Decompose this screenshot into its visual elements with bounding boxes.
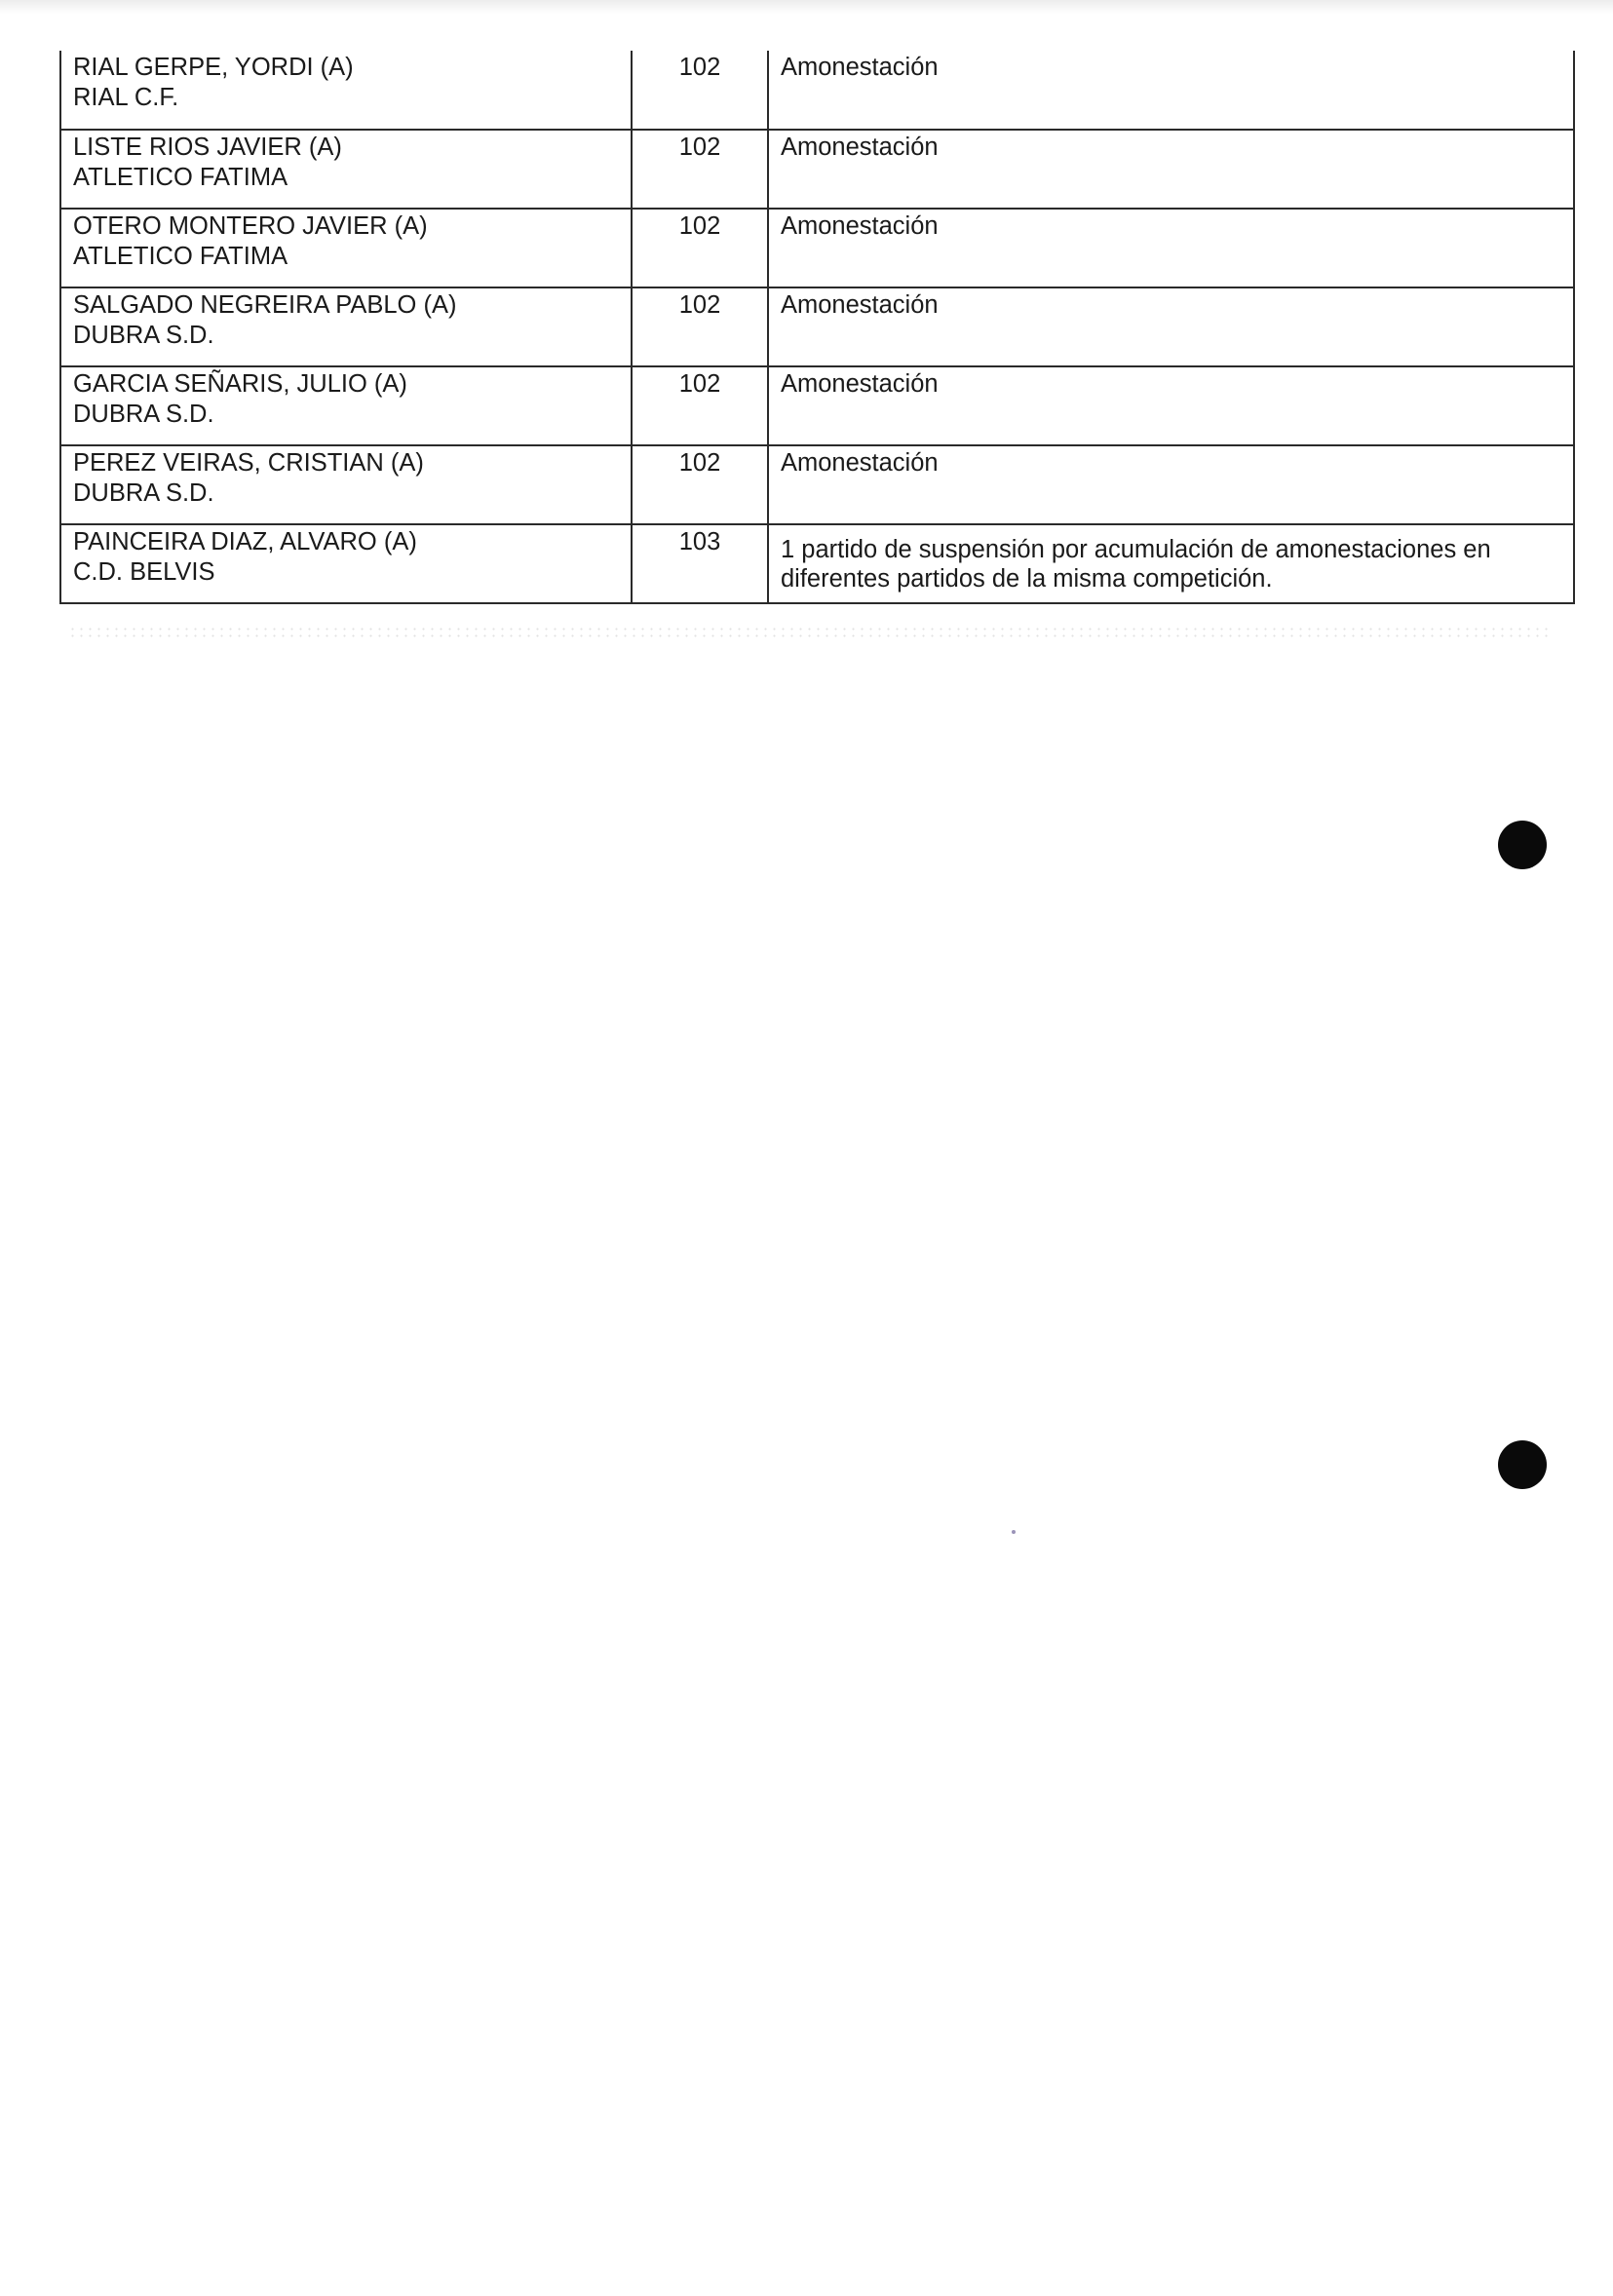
player-name: SALGADO NEGREIRA PABLO (A) bbox=[73, 291, 457, 319]
club-name: DUBRA S.D. bbox=[73, 322, 214, 349]
player-name: RIAL GERPE, YORDI (A) bbox=[73, 54, 354, 81]
scan-speckle bbox=[68, 626, 1550, 641]
article-cell: 102 bbox=[632, 287, 768, 366]
sanctions-table bbox=[59, 51, 1575, 604]
player-cell bbox=[60, 209, 632, 287]
club-name: DUBRA S.D. bbox=[73, 401, 214, 428]
punch-hole-lower bbox=[1498, 1440, 1547, 1489]
article-cell: 102 bbox=[632, 51, 768, 130]
sanction-cell: Amonestación bbox=[768, 51, 1574, 130]
sanction-cell: Amonestación bbox=[768, 366, 1574, 445]
article-cell: 102 bbox=[632, 366, 768, 445]
player-name: LISTE RIOS JAVIER (A) bbox=[73, 134, 342, 161]
table-row bbox=[60, 366, 1574, 445]
table-row bbox=[60, 51, 1574, 130]
sanction-cell: Amonestación bbox=[768, 287, 1574, 366]
article-cell: 102 bbox=[632, 209, 768, 287]
player-name: PAINCEIRA DIAZ, ALVARO (A) bbox=[73, 528, 417, 555]
article-cell: 102 bbox=[632, 130, 768, 209]
scan-dust-dot bbox=[1012, 1530, 1016, 1534]
sanction-cell: Amonestación bbox=[768, 445, 1574, 524]
player-name: GARCIA SEÑARIS, JULIO (A) bbox=[73, 370, 407, 398]
table-row bbox=[60, 130, 1574, 209]
club-name: ATLETICO FATIMA bbox=[73, 243, 288, 270]
punch-hole-upper bbox=[1498, 821, 1547, 869]
player-name: PEREZ VEIRAS, CRISTIAN (A) bbox=[73, 449, 424, 477]
article-cell: 102 bbox=[632, 445, 768, 524]
club-name: DUBRA S.D. bbox=[73, 479, 214, 507]
sanction-cell: 1 partido de suspensión por acumulación de amonestaciones en diferentes partidos de la misma competición. bbox=[768, 524, 1574, 603]
article-cell: 103 bbox=[632, 524, 768, 603]
club-name: C.D. BELVIS bbox=[73, 558, 215, 586]
player-cell bbox=[60, 524, 632, 603]
player-cell bbox=[60, 130, 632, 209]
scan-top-shade bbox=[0, 0, 1613, 14]
club-name: ATLETICO FATIMA bbox=[73, 164, 288, 191]
table-row bbox=[60, 524, 1574, 603]
club-name: RIAL C.F. bbox=[73, 84, 179, 111]
table-row bbox=[60, 287, 1574, 366]
table-row bbox=[60, 445, 1574, 524]
player-cell bbox=[60, 366, 632, 445]
player-cell bbox=[60, 287, 632, 366]
table-row bbox=[60, 209, 1574, 287]
player-name: OTERO MONTERO JAVIER (A) bbox=[73, 212, 428, 240]
sanction-cell: Amonestación bbox=[768, 130, 1574, 209]
sanction-cell: Amonestación bbox=[768, 209, 1574, 287]
player-cell bbox=[60, 445, 632, 524]
player-cell bbox=[60, 51, 632, 130]
